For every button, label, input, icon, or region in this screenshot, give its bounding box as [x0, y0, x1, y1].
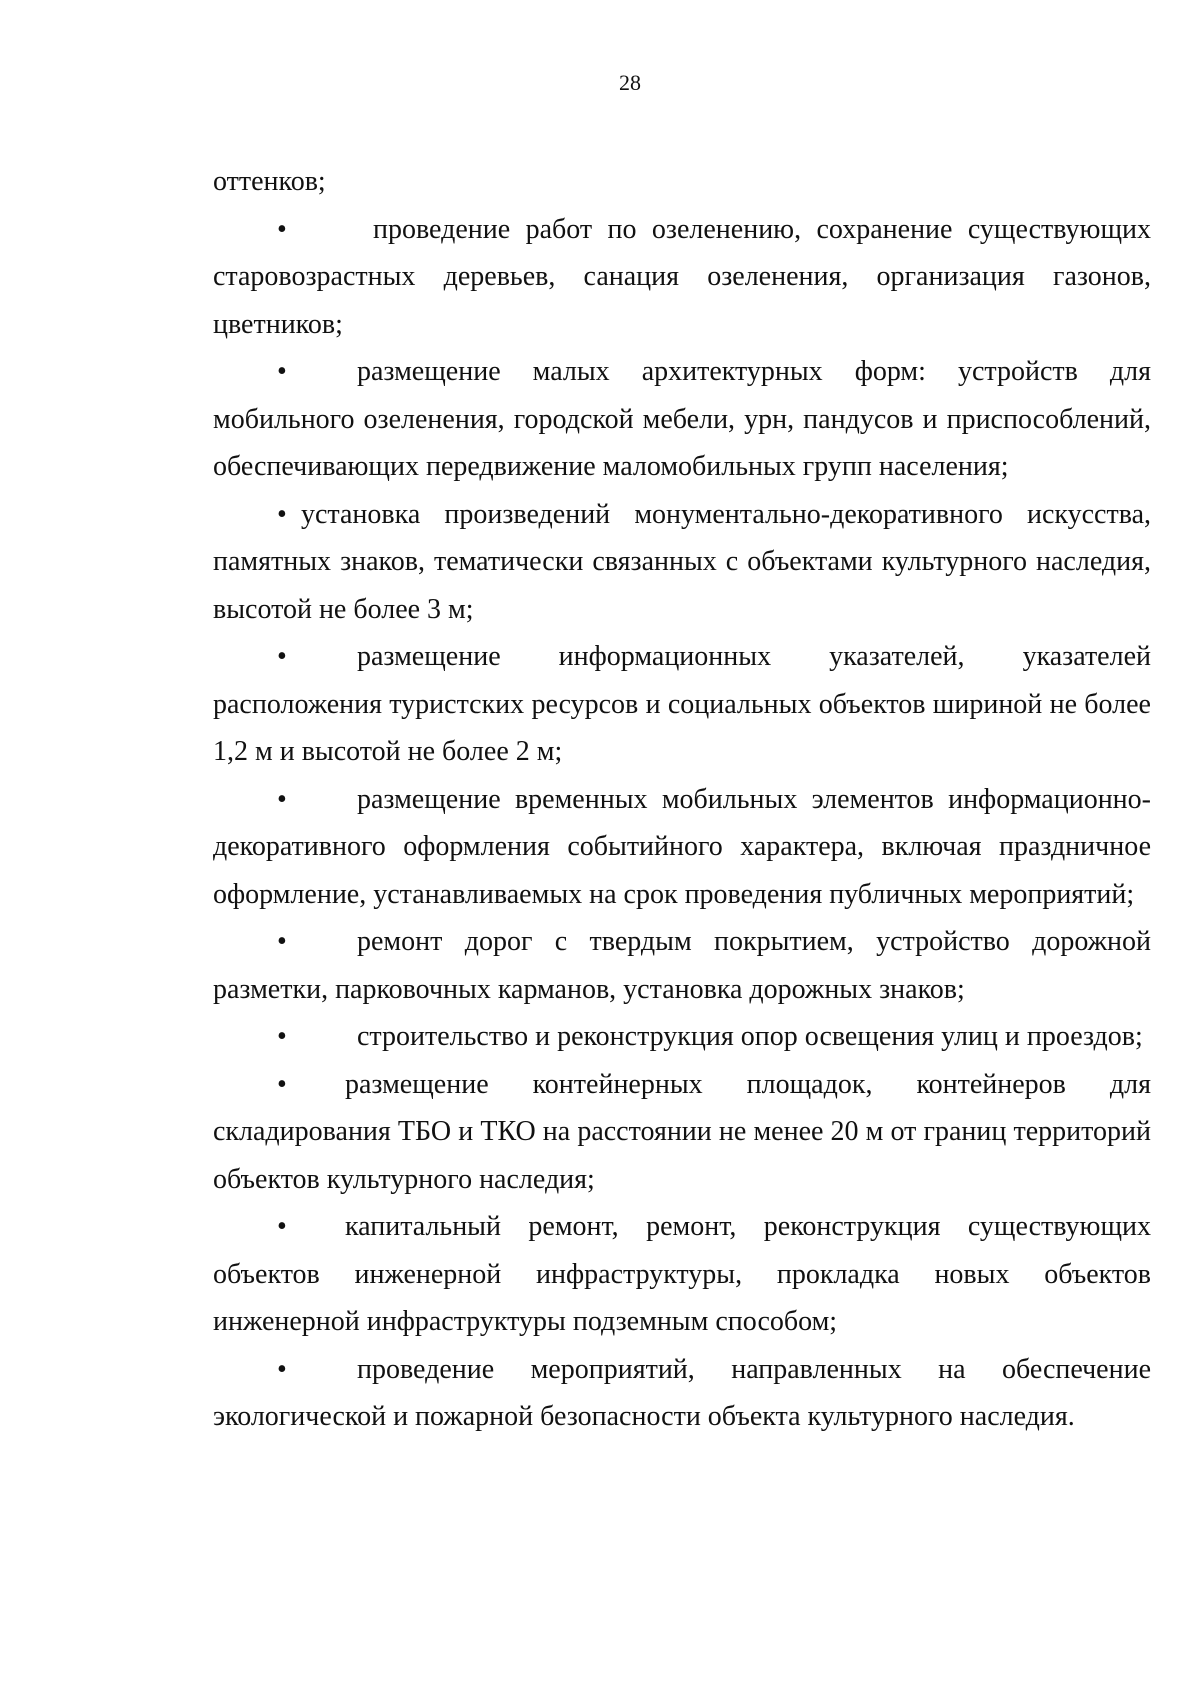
- list-item-text: капитальный ремонт, ремонт, реконструкция существующих объектов инженерной инфраструктуры, прокладка новых объектов инженерной инфраструктуры подземным способом;: [213, 1211, 1151, 1337]
- list-item-text: установка произведений монументально-декоративного искусства, памятных знаков, тематически связанных с объектами культурного наследия, высотой не более 3 м;: [213, 498, 1151, 625]
- list-item-small-forms: [213, 348, 1151, 491]
- bullet-icon: •: [277, 926, 287, 957]
- list-item-text: проведение работ по озеленению, сохранение существующих старовозрастных деревьев, санация озеленения, организация газонов, цветников;: [213, 213, 1151, 340]
- list-item-text: проведение мероприятий, направленных на обеспечение экологической и пожарной безопасности объекта культурного наследия.: [213, 1353, 1151, 1432]
- list-item-safety: [213, 1346, 1151, 1441]
- list-item-text: размещение информационных указателей, указателей расположения туристских ресурсов и социальных объектов шириной не более 1,2 м и высотой не более 2 м;: [213, 641, 1151, 767]
- bullet-icon: •: [277, 783, 287, 815]
- list-item-text: размещение временных мобильных элементов информационно-декоративного оформления событийного характера, включая праздничное оформление, устанавливаемых на срок проведения публичных мероприятий;: [213, 783, 1151, 910]
- bullet-icon: •: [277, 1353, 287, 1385]
- bullet-icon: •: [277, 498, 287, 530]
- page-number: 28: [619, 70, 641, 95]
- list-item-roads: [213, 918, 1151, 1013]
- bullet-icon: •: [277, 213, 287, 245]
- list-item-containers: [213, 1061, 1151, 1204]
- bullet-icon: •: [277, 1211, 287, 1242]
- bullet-icon: •: [277, 1068, 287, 1100]
- list-item-text: размещение контейнерных площадок, контейнеров для складирования ТБО и ТКО на расстоянии не менее 20 м от границ территорий объектов культурного наследия;: [213, 1068, 1151, 1195]
- list-item-temporary-decor: [213, 776, 1151, 919]
- bullet-icon: •: [277, 641, 287, 672]
- list-item-signs: [213, 633, 1151, 776]
- document-body: [213, 158, 1151, 1441]
- bullet-icon: •: [277, 356, 287, 387]
- list-item-monuments: [213, 491, 1151, 634]
- list-item-infrastructure: [213, 1203, 1151, 1346]
- bullet-icon: •: [277, 1021, 287, 1052]
- list-item-text: строительство и реконструкция опор освещения улиц и проездов;: [357, 1021, 1143, 1052]
- list-item-text: ремонт дорог с твердым покрытием, устройство дорожной разметки, парковочных карманов, установка дорожных знаков;: [213, 926, 1151, 1005]
- list-item-text: размещение малых архитектурных форм: устройств для мобильного озеленения, городской мебели, урн, пандусов и приспособлений, обеспечивающих передвижение маломобильных групп населения;: [213, 356, 1151, 482]
- list-item-lighting: [213, 1013, 1151, 1061]
- list-item-greening: [213, 206, 1151, 349]
- paragraph-continuation: оттенков;: [213, 166, 326, 197]
